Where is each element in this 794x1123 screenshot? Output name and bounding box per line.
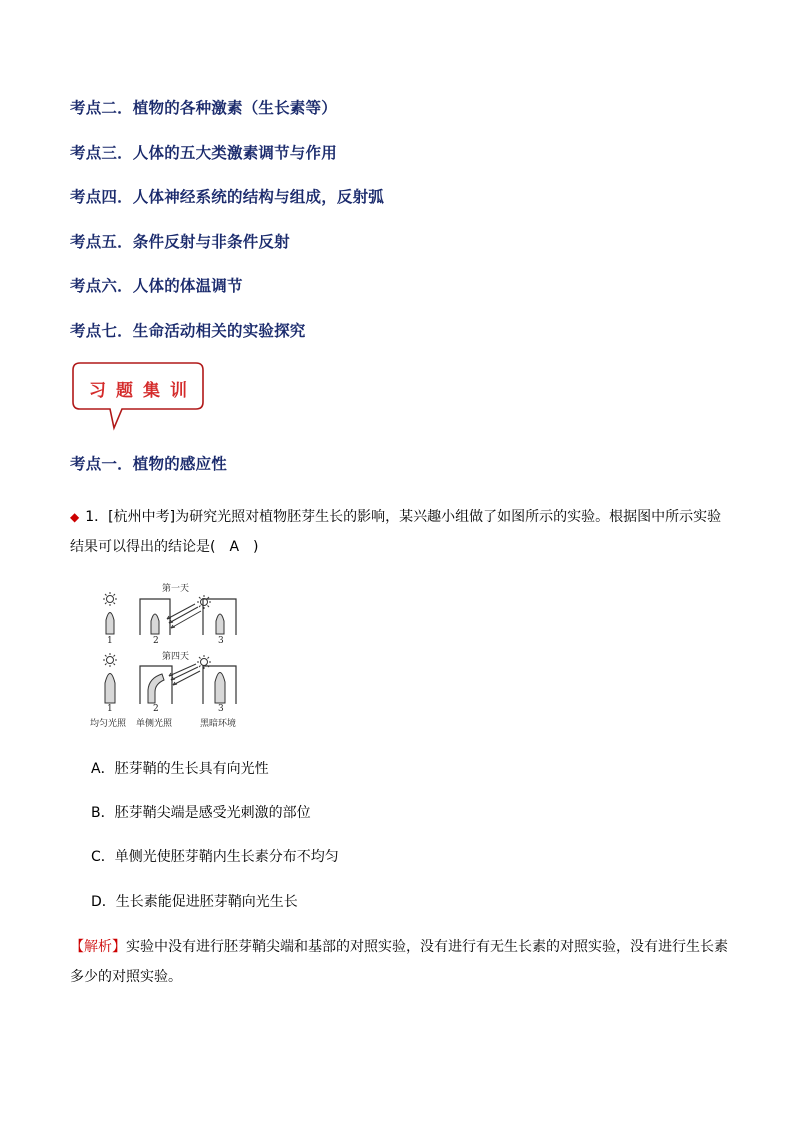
sun-icon [103,592,117,606]
heading-kaodian-3: 考点三．人体的五大类激素调节与作用 [70,144,337,162]
question-text: 1．[杭州中考]为研究光照对植物胚芽生长的影响，某兴趣小组做了如图所示的实验。根据图中所示实验结果可以得出的结论是( A ) [70,509,722,555]
label-num2b: 2 [153,704,159,714]
label-day4: 第四天 [162,652,190,662]
label-num1: 1 [107,636,113,646]
label-cond1: 均匀光照 [90,719,127,729]
label-num3: 3 [218,636,224,646]
heading-kaodian-4: 考点四．人体神经系统的结构与组成，反射弧 [70,188,385,206]
analysis-text: 实验中没有进行胚芽鞘尖端和基部的对照实验，没有进行有无生长素的对照实验，没有进行生长素多少的对照实验。 [70,939,728,985]
section-title: 考点一．植物的感应性 [70,455,228,473]
label-num1b: 1 [107,704,113,714]
exercise-badge [72,362,204,410]
experiment-figure [90,578,250,734]
heading-kaodian-2: 考点二．植物的各种激素（生长素等） [70,99,337,117]
option-a: A．胚芽鞘的生长具有向光性 [91,761,269,777]
label-cond3: 黑暗环境 [200,719,237,729]
option-c: C．单侧光使胚芽鞘内生长素分布不均匀 [91,849,339,865]
label-day1: 第一天 [162,584,190,594]
heading-kaodian-6: 考点六．人体的体温调节 [70,277,243,295]
sun-icon [103,653,117,667]
analysis-tag: 【解析】 [70,939,126,955]
diamond-bullet-icon: ◆ [70,510,80,524]
label-cond2: 单侧光照 [136,719,173,729]
analysis [70,932,730,992]
badge-label: 习题集训 [89,381,197,401]
option-d: D．生长素能促进胚芽鞘向光生长 [91,894,298,910]
heading-kaodian-5: 考点五．条件反射与非条件反射 [70,233,290,251]
label-num2: 2 [153,636,159,646]
sun-icon [197,655,211,669]
heading-kaodian-7: 考点七．生命活动相关的实验探究 [70,322,306,340]
label-num3b: 3 [218,704,224,714]
sun-icon [197,595,211,609]
question-1 [70,502,730,562]
option-b: B．胚芽鞘尖端是感受光刺激的部位 [91,805,311,821]
